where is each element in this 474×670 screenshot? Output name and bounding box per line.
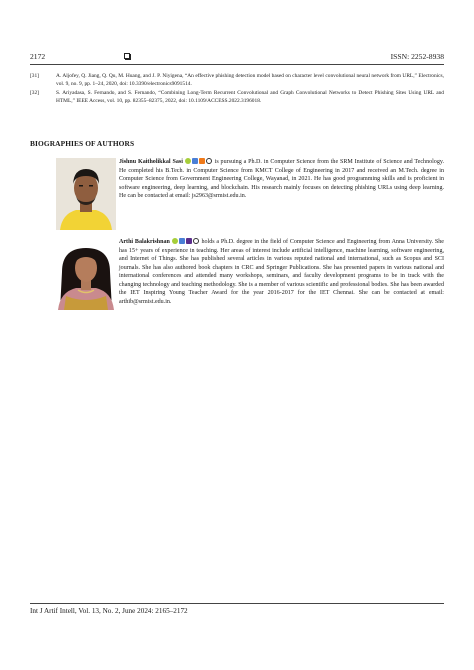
header-rule xyxy=(30,64,444,65)
bio-text xyxy=(119,158,444,201)
section-title: BIOGRAPHIES OF AUTHORS xyxy=(30,139,135,148)
scholar-icon[interactable] xyxy=(192,158,198,164)
issn-label: ISSN: 2252-8938 xyxy=(390,52,444,61)
author-name: Arthi Balakrishnan xyxy=(119,239,170,245)
footer-rule xyxy=(30,603,444,604)
journal-box-icon xyxy=(124,53,130,59)
reference-item xyxy=(30,90,444,105)
reference-number: [32] xyxy=(30,90,39,97)
bio-body: holds a Ph.D. degree in the field of Computer Science and Engineering from Anna University. She has 15+ years of experience in teaching. Her areas of interest include artificial intelligence, machine learning, software engineering, and Internet of Things. She has published several articles in various reputed national and international, such as Scopus and SCI journals. She has also authored book chapters in CRC and Springer Publications. She has presented papers in various national and international conferences and attended many workshops, seminars, and faculty development programs to be in track with the changing technology and teaching methodology. She is a member of various scientific and professional bodies. She has been awarded the IET Inspiring Young Teacher Award for the year 2016-2017 for the IET Chennai. She can be contacted at email: arthib@srmist.edu.in. xyxy=(119,239,444,305)
publons-icon[interactable] xyxy=(193,238,199,244)
reference-item xyxy=(30,73,444,88)
page-header xyxy=(30,52,444,64)
author-photo xyxy=(56,158,116,230)
orcid-icon[interactable] xyxy=(172,238,178,244)
bio-text xyxy=(119,238,444,306)
scopus-icon[interactable] xyxy=(186,238,192,244)
reference-list xyxy=(30,73,444,107)
reference-number: [31] xyxy=(30,73,39,79)
scopus-icon[interactable] xyxy=(199,158,205,164)
bio-body: is pursuing a Ph.D. in Computer Science from the SRM Institute of Science and Technology. He completed his B.Tech. in Computer Science from KMCT College of Engineering in 2017 and received an M.Tech. degree in Computer Science from Government Engineering College, Wayanad, in 2021. He has good programming skills and is proficient in software engineering, deep learning, and blockchain. His research mainly focuses on detecting phishing URLs using deep learning. He can be contacted at email: js2963@srmist.edu.in. xyxy=(119,159,444,199)
reference-text: A. Aljofey, Q. Jiang, Q. Qu, M. Huang, and J. P. Niyigena, “An effective phishing detection model based on character level convolutional neural network from URL,” Electronics, vol. 9, no. 9, pp. 1–24, 2020, doi: 10.3390/electronics9091514. xyxy=(56,73,444,87)
page-footer: Int J Artif Intell, Vol. 13, No. 2, June 2024: 2165–2172 xyxy=(30,607,188,615)
scholar-icon[interactable] xyxy=(179,238,185,244)
reference-text: S. Ariyadasa, S. Fernando, and S. Fernando, “Combining Long-Term Recurrent Convolutional and Graph Convolutional Networks to Detect Phishing Sites Using URL and HTML,” IEEE Access, vol. 10, pp. 82355–82375, 2022, doi: 10.1109/ACCESS.2022.3196018. xyxy=(56,90,444,104)
author-photo xyxy=(56,238,116,310)
publons-icon[interactable] xyxy=(206,158,212,164)
orcid-icon[interactable] xyxy=(185,158,191,164)
author-name: Jishnu Kaitholikkal Sasi xyxy=(119,159,183,165)
page-number: 2172 xyxy=(30,52,46,61)
